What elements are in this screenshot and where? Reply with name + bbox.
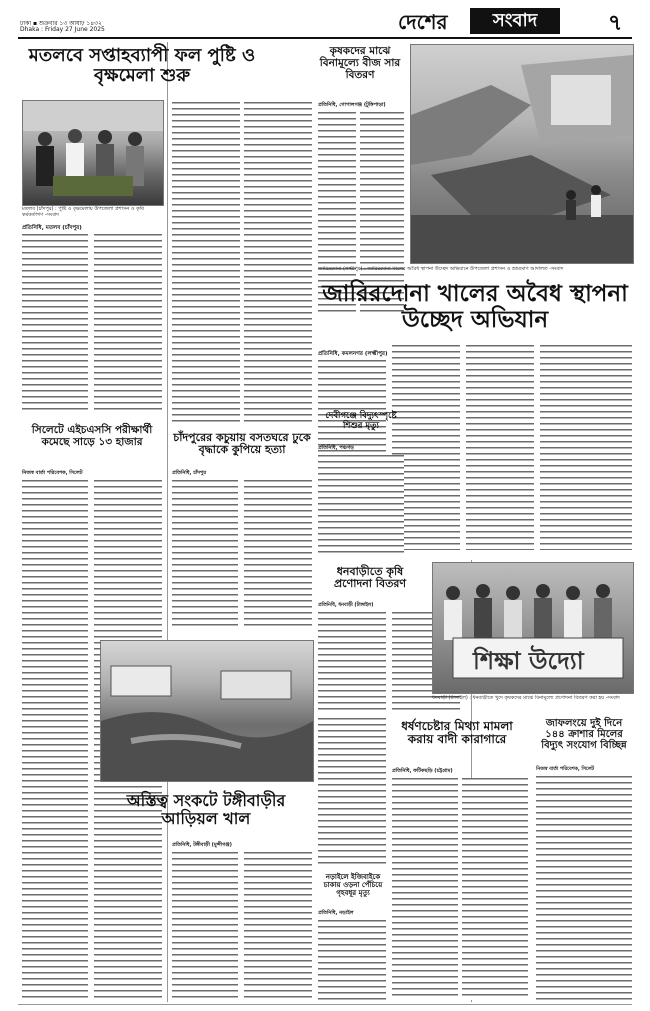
bottom-rule (18, 1004, 632, 1005)
hsc-byline: নিজস্ব বার্তা পরিবেশক, সিলেট (22, 470, 83, 476)
demolition-photo-icon (411, 45, 633, 263)
page-number: ৭ (608, 11, 623, 36)
masthead (0, 0, 650, 40)
fruit-fair-photo (22, 100, 164, 206)
date-english: Dhaka : Friday 27 June 2025 (20, 26, 105, 33)
old-man-body (172, 480, 238, 630)
eviction-caption: জারিরদোনা (লক্ষ্মীপুর) : জারিরদোনা খালের অবৈধ স্থাপনা উচ্ছেদ অভিযানে উপজেলা প্রশাসন ও ভ্রাম্যমাণ আদালত -সংবাদ (318, 266, 564, 272)
jaflong-headline: জাফলংয়ে দুই দিনে ১৪৪ ক্রাশার মিলের বিদ্যুৎ সংযোগ বিচ্ছিন্ন (541, 718, 627, 752)
brand-left: দেশের (398, 10, 448, 34)
fruit-fair-caption: মতলব (চাঁদপুর) : পুষ্টি ও বৃক্ষমেলায় উপজেলা প্রশাসন ও কৃষি কর্মকর্তাগণ -সংবাদ (22, 206, 144, 218)
canal-photo-icon (101, 641, 313, 781)
jaflong-byline: নিজস্ব বার্তা পরিবেশক, সিলেট (536, 767, 595, 772)
old-man-headline: চাঁদপুরের কচুয়ায় বসতঘরে ঢুকে বৃদ্ধাকে কুপিয়ে হত্যা (173, 431, 311, 457)
fruit-fair-body (22, 234, 88, 414)
fruit-fair-byline: প্রতিনিধি, মতলব (চাঁদপুর) (22, 225, 82, 231)
eviction-body (466, 345, 534, 550)
seed-headline: কৃষকদের মাঝে বিনামূল্যে বীজ সার বিতরণ (319, 45, 401, 81)
agri-body (318, 612, 386, 712)
canal-byline: প্রতিনিধি, টঙ্গীবাড়ী (মুন্সীগঞ্জ) (172, 842, 232, 848)
narail-headline: নড়াইলে ইজিবাইকে চাকায় ওড়না পেঁচিয়ে গৃহবধূর মৃত্যু (323, 873, 383, 897)
false-case-byline: প্রতিনিধি, ফটিকছড়ি (চট্টগ্রাম) (392, 768, 453, 774)
masthead-rule (18, 37, 632, 39)
old-man-byline: প্রতিনিধি, চাঁদপুর (172, 470, 207, 476)
seed-byline: প্রতিনিধি, গোপালগঞ্জ (টুঙ্গিপাড়া) (318, 102, 386, 108)
electrocution-headline: দেবীগঞ্জে বিদ্যুৎস্পৃষ্টে শিশুর মৃত্যু (325, 411, 397, 431)
electrocution-body (318, 455, 404, 555)
electrocution-byline: প্রতিনিধি, পঞ্চগড় (318, 445, 354, 451)
eviction-byline: প্রতিনিধি, কমলনগর (লক্ষ্মীপুর) (318, 351, 388, 357)
agri-banner-text: শিক্ষা উদ্যো (473, 647, 584, 675)
false-case-body (392, 778, 458, 1000)
hsc-headline: সিলেটে এইচএসসি পরীক্ষার্থী কমেছে সাড়ে ১৩ হাজার (31, 424, 153, 448)
fruit-fair-body (244, 102, 312, 422)
old-man-body (244, 480, 312, 630)
eviction-body (540, 345, 632, 550)
date-bangla: ঢাকা ▪ শুক্রবার ১৩ আষাঢ় ১৪৩২ (20, 20, 102, 27)
brand-right: সংবাদ (492, 10, 538, 31)
fruit-fair-body (94, 234, 162, 414)
narail-byline: প্রতিনিধি, নড়াইল (318, 910, 354, 916)
fruit-fair-body (172, 102, 240, 422)
fruit-fair-headline: মতলবে সপ্তাহব্যাপী ফল পুষ্টি ও বৃক্ষমেলা শুরু (28, 45, 256, 87)
false-case-headline: ধর্ষণচেষ্টার মিথ্যা মামলা করায় বাদী কারাগারে (401, 719, 513, 747)
canal-headline: অস্তিত্ব সংকটে টঙ্গীবাড়ীর আড়িয়ল খাল (126, 791, 286, 828)
hsc-body (22, 480, 88, 1000)
people-photo-icon (23, 101, 163, 205)
narail-body (318, 920, 386, 1000)
brand-box (470, 8, 560, 34)
eviction-headline: জারিরদোনা খালের অবৈধ স্থাপনা উচ্ছেদ অভিযান (322, 281, 628, 333)
canal-body (172, 852, 238, 1000)
agri-headline: ধনবাড়ীতে কৃষি প্রণোদনা বিতরণ (333, 565, 407, 591)
column-rule (167, 42, 168, 1002)
false-case-body (462, 778, 528, 1000)
agri-byline: প্রতিনিধি, ধনবাড়ী (টাঙ্গাইল) (318, 603, 374, 608)
agri-photo (432, 562, 634, 694)
canal-photo (100, 640, 314, 782)
agri-body (318, 718, 386, 868)
jaflong-body (536, 776, 632, 1000)
agri-caption: ধনবাড়ী (টাঙ্গাইল) : ধনবাড়ীতে খুদে কৃষকদের মাঝে বিনামূল্যে প্রণোদনা বিতরণ করা হয় -সংবাদ (432, 695, 620, 701)
eviction-photo (410, 44, 634, 264)
canal-body (244, 852, 312, 1000)
